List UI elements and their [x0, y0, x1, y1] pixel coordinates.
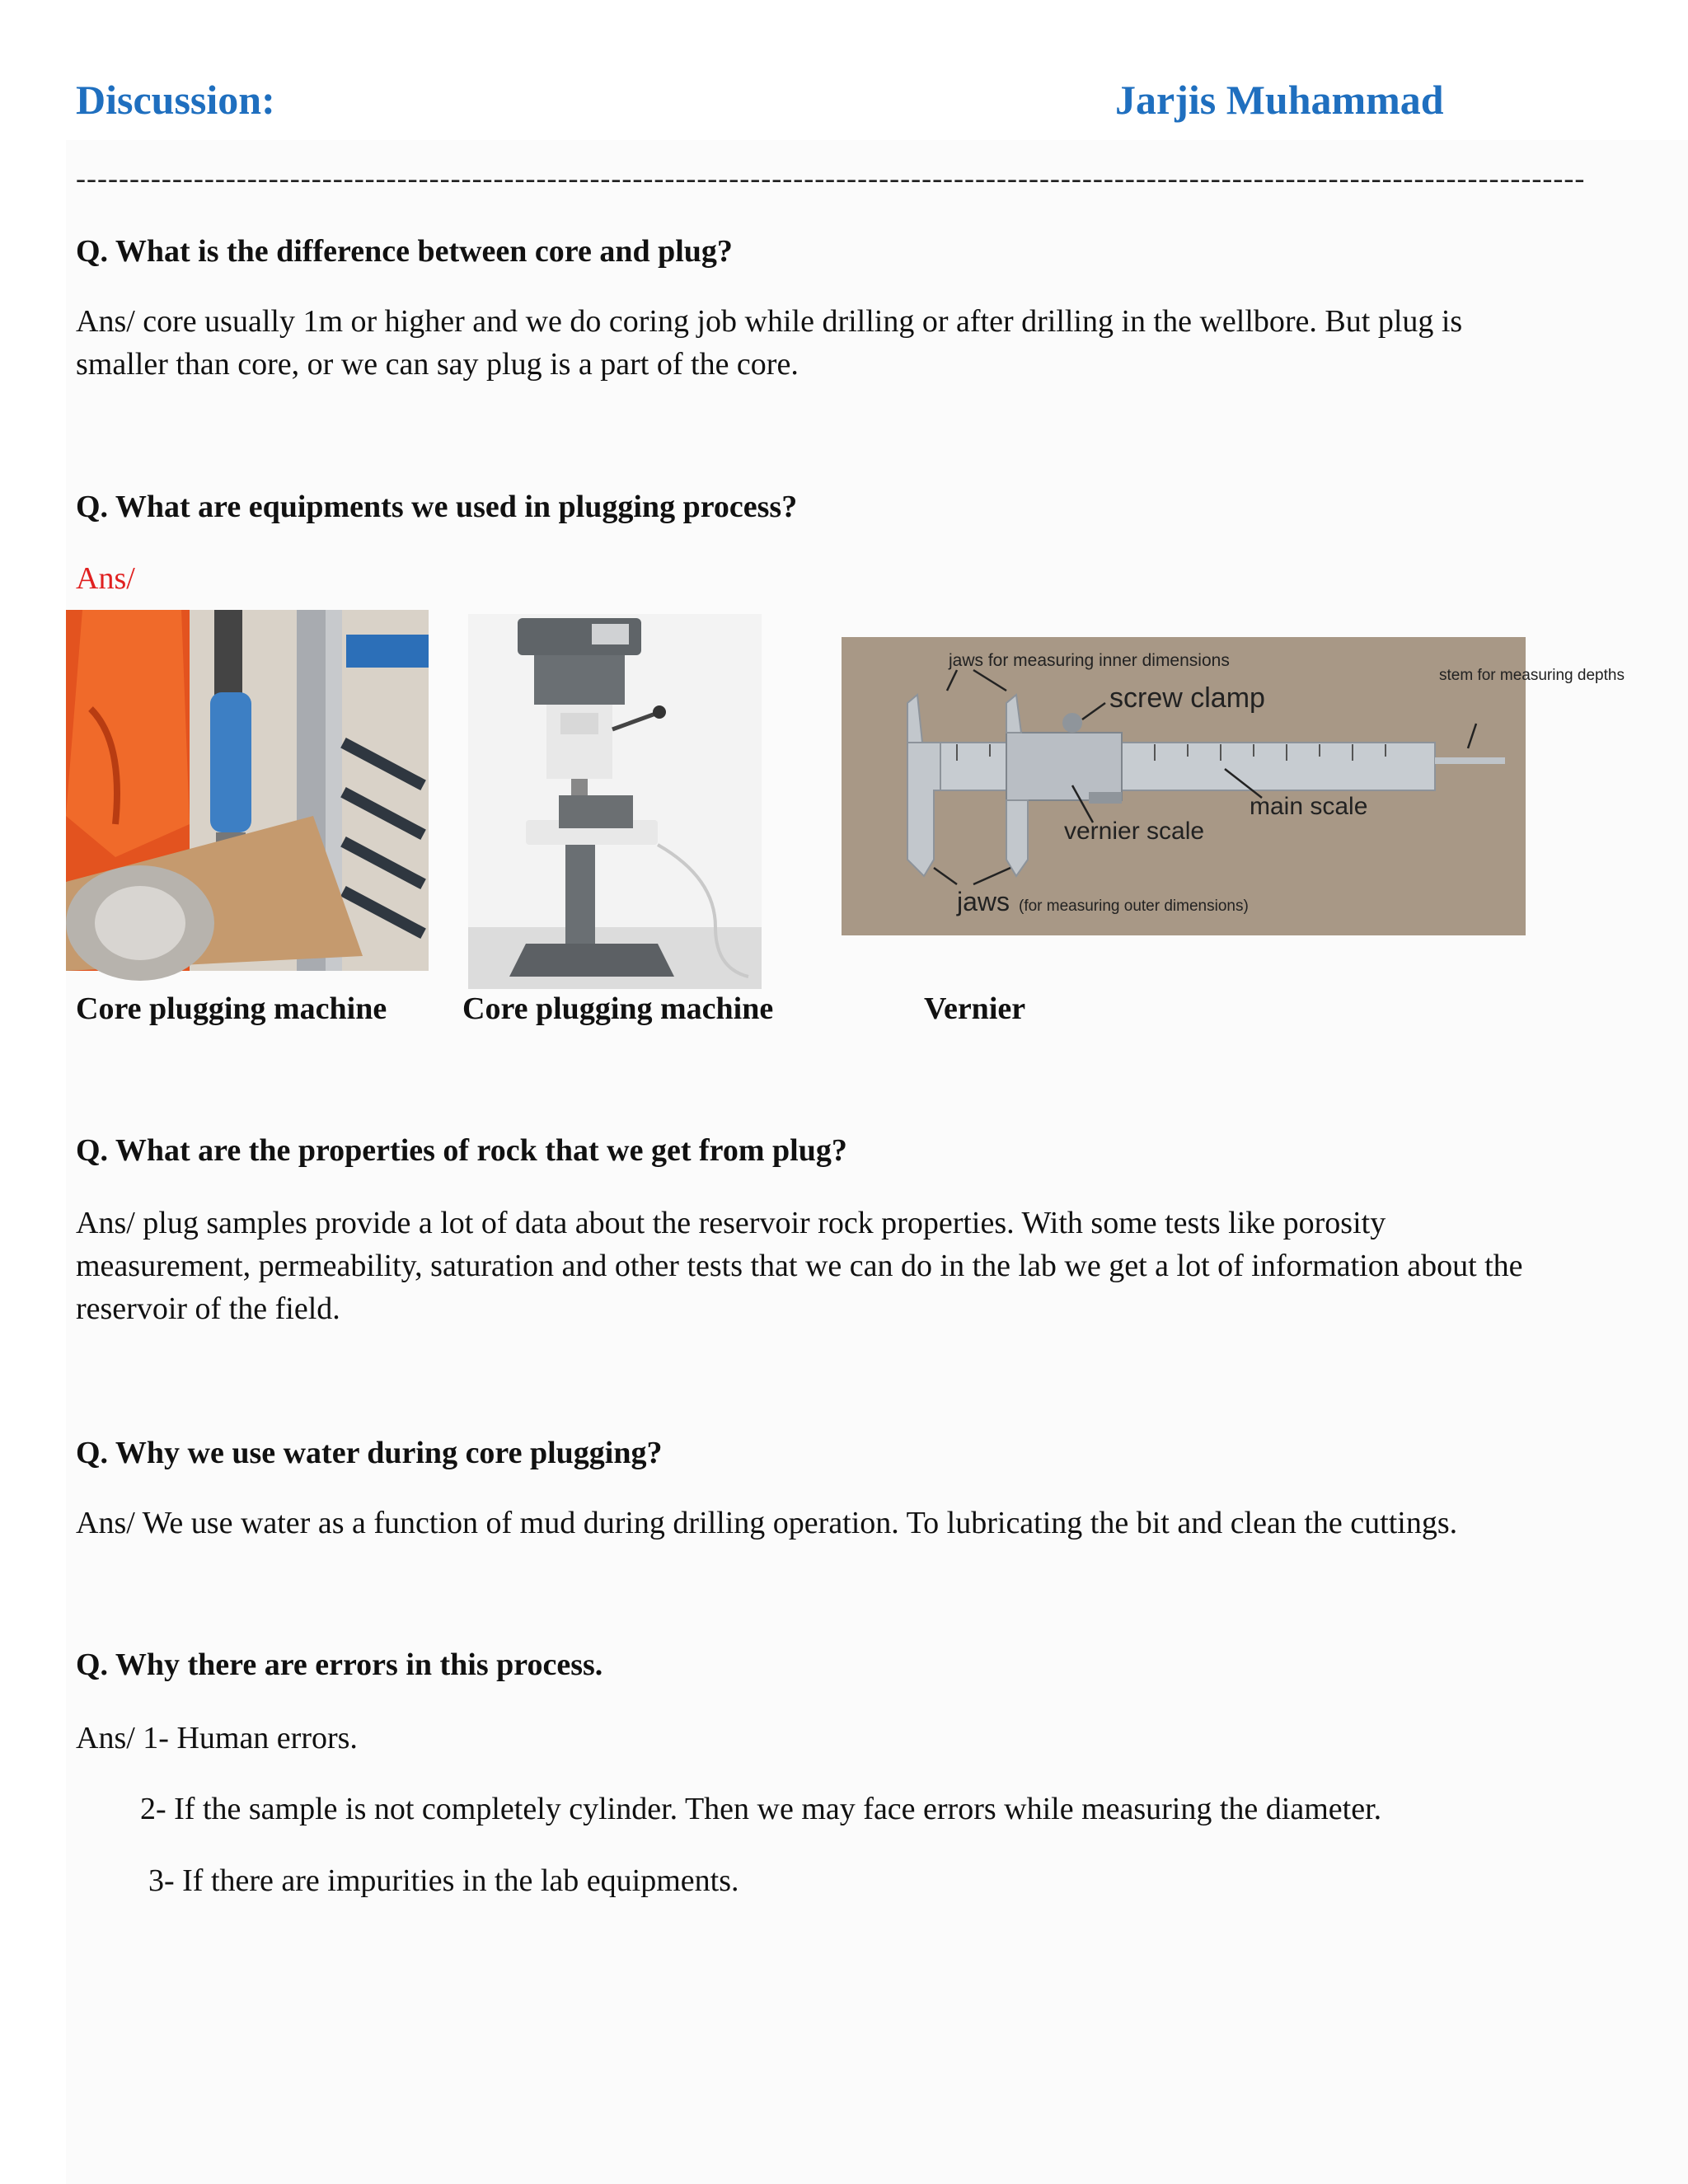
label-main-scale: main scale — [1250, 793, 1368, 820]
label-jaws: jaws — [957, 887, 1010, 916]
answer-3-line-1: Ans/ plug samples provide a lot of data about the reservoir rock properties. With some tests like porosity — [76, 1206, 1386, 1240]
core-plugging-machine-illustration-2 — [468, 614, 762, 989]
caption-photo-3: Vernier — [924, 991, 1026, 1026]
question-1: Q. What is the difference between core and plug? — [76, 234, 733, 269]
answer-3-line-3: reservoir of the field. — [76, 1291, 340, 1326]
answer-1-line-2: smaller than core, or we can say plug is a part of the core. — [76, 347, 799, 382]
vernier-caliper-photo — [842, 637, 1625, 935]
core-plugging-machine-illustration-1 — [66, 610, 429, 971]
label-stem: stem for measuring depths — [1439, 667, 1625, 684]
answer-4: Ans/ We use water as a function of mud during drilling operation. To lubricating the bit and clean the cuttings. — [76, 1506, 1458, 1540]
page-title: Discussion: — [76, 77, 275, 123]
caption-photo-2: Core plugging machine — [462, 991, 774, 1026]
question-3: Q. What are the properties of rock that we get from plug? — [76, 1133, 847, 1168]
label-vernier-scale: vernier scale — [1064, 818, 1205, 845]
question-5: Q. Why there are errors in this process. — [76, 1647, 603, 1682]
answer-1-line-1: Ans/ core usually 1m or higher and we do coring job while drilling or after drilling in the wellbore. But plug is — [76, 304, 1463, 339]
question-2: Q. What are equipments we used in plugging process? — [76, 490, 798, 524]
answer-3-line-2: measurement, permeability, saturation and other tests that we can do in the lab we get a lot of information about the — [76, 1249, 1523, 1283]
answer-3 — [76, 1202, 1523, 1330]
divider-line: --------------------------------------------------------------------------------------------------------------------------------------------- — [76, 162, 1586, 194]
answer-2-label: Ans/ — [76, 561, 135, 596]
answer-5-item-1: Ans/ 1- Human errors. — [76, 1721, 358, 1755]
vernier-caliper-illustration — [842, 637, 1625, 935]
core-plugging-machine-photo-2 — [468, 614, 762, 989]
label-inner-jaws: jaws for measuring inner dimensions — [949, 651, 1230, 670]
label-outer-jaws: (for measuring outer dimensions) — [1019, 898, 1249, 915]
question-4: Q. Why we use water during core plugging? — [76, 1436, 663, 1470]
label-screw-clamp: screw clamp — [1109, 682, 1265, 714]
caption-photo-1: Core plugging machine — [76, 991, 387, 1026]
author-name: Jarjis Muhammad — [1115, 77, 1444, 123]
answer-1 — [76, 300, 1462, 386]
answer-5-item-2: 2- If the sample is not completely cylinder. Then we may face errors while measuring the diameter. — [140, 1792, 1382, 1826]
answer-5-item-3: 3- If there are impurities in the lab equipments. — [148, 1863, 739, 1898]
core-plugging-machine-photo-1 — [66, 610, 429, 971]
